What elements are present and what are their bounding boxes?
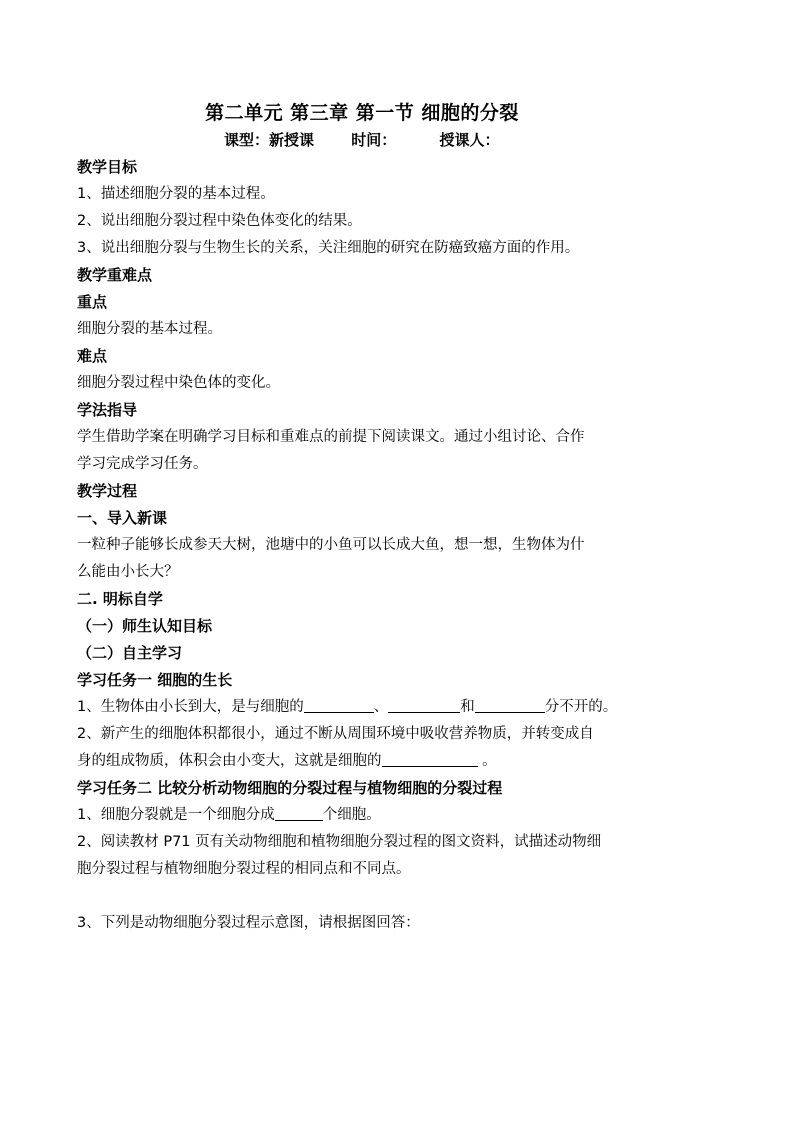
goal-item: 3、说出细胞分裂与生物生长的关系，关注细胞的研究在防癌致癌方面的作用。 (77, 240, 580, 256)
intro-heading: 一、导入新课 (77, 509, 168, 527)
goals-heading: 教学目标 (77, 158, 138, 176)
intro-text: 一粒种子能够长成参天大树，池塘中的小鱼可以长成大鱼，想一想，生物体为什 (77, 537, 585, 553)
task1-heading: 学习任务一 细胞的生长 (77, 671, 233, 689)
question-text: 、 (373, 699, 389, 715)
goal-item: 1、描述细胞分裂的基本过程。 (77, 186, 275, 202)
task1-question-2: 2、新产生的细胞体积都很小，通过不断从周围环境中吸收营养物质，并转变成自 (77, 726, 594, 742)
task1-question-1 (77, 694, 647, 721)
fill-blank[interactable] (475, 696, 545, 713)
focus-heading: 重点 (77, 293, 108, 311)
page-title: 第二单元 第三章 第一节 细胞的分裂 (205, 102, 519, 124)
method-heading: 学法指导 (77, 401, 138, 419)
question-text: 。 (477, 753, 497, 769)
task1-question-2-cont (77, 748, 647, 775)
question-text: 1、生物体由小长到大，是与细胞的 (77, 699, 304, 715)
task2-question-2: 2、阅读教材 P71 页有关动物细胞和植物细胞分裂过程的图文资料，试描述动物细 (77, 834, 602, 850)
task2-question-2-cont: 胞分裂过程与植物细胞分裂过程的相同点和不同点。 (77, 861, 411, 877)
sub-heading-goals: （一）师生认知目标 (77, 617, 213, 635)
fill-blank[interactable] (388, 696, 460, 713)
fill-blank[interactable] (304, 696, 374, 713)
blank-line (77, 883, 647, 910)
fill-blank[interactable] (275, 804, 323, 821)
task2-question-3: 3、下列是动物细胞分裂过程示意图，请根据图回答： (77, 915, 420, 931)
difficulty-text: 细胞分裂过程中染色体的变化。 (77, 375, 280, 391)
section2-heading: 二. 明标自学 (77, 590, 163, 608)
question-text: 个细胞。 (322, 807, 381, 823)
lesson-type: 课型：新授课 (224, 131, 315, 149)
task2-question-1 (77, 802, 647, 829)
sub-heading-selfstudy: （二）自主学习 (77, 644, 183, 662)
method-text: 学生借助学案在明确学习目标和重难点的前提下阅读课文。通过小组讨论、合作 (77, 429, 585, 445)
document-body (77, 154, 647, 937)
method-text: 学习完成学习任务。 (77, 456, 208, 472)
task2-heading: 学习任务二 比较分析动物细胞的分裂过程与植物细胞的分裂过程 (77, 779, 503, 797)
focus-text: 细胞分裂的基本过程。 (77, 321, 222, 337)
intro-text: 么能由小长大？ (77, 564, 179, 580)
process-heading: 教学过程 (77, 482, 138, 500)
goal-item: 2、说出细胞分裂过程中染色体变化的结果。 (77, 213, 362, 229)
lesson-meta (224, 129, 500, 150)
question-text: 1、细胞分裂就是一个细胞分成 (77, 807, 275, 823)
lesson-time: 时间： (351, 131, 397, 149)
key-points-heading: 教学重难点 (77, 266, 153, 284)
fill-blank[interactable] (382, 750, 478, 767)
question-text: 分不开的。 (544, 699, 618, 715)
question-text: 身的组成物质，体积会由小变大，这就是细胞的 (77, 753, 382, 769)
lesson-teacher: 授课人： (439, 131, 500, 149)
difficulty-heading: 难点 (77, 347, 108, 365)
question-text: 和 (460, 699, 475, 715)
